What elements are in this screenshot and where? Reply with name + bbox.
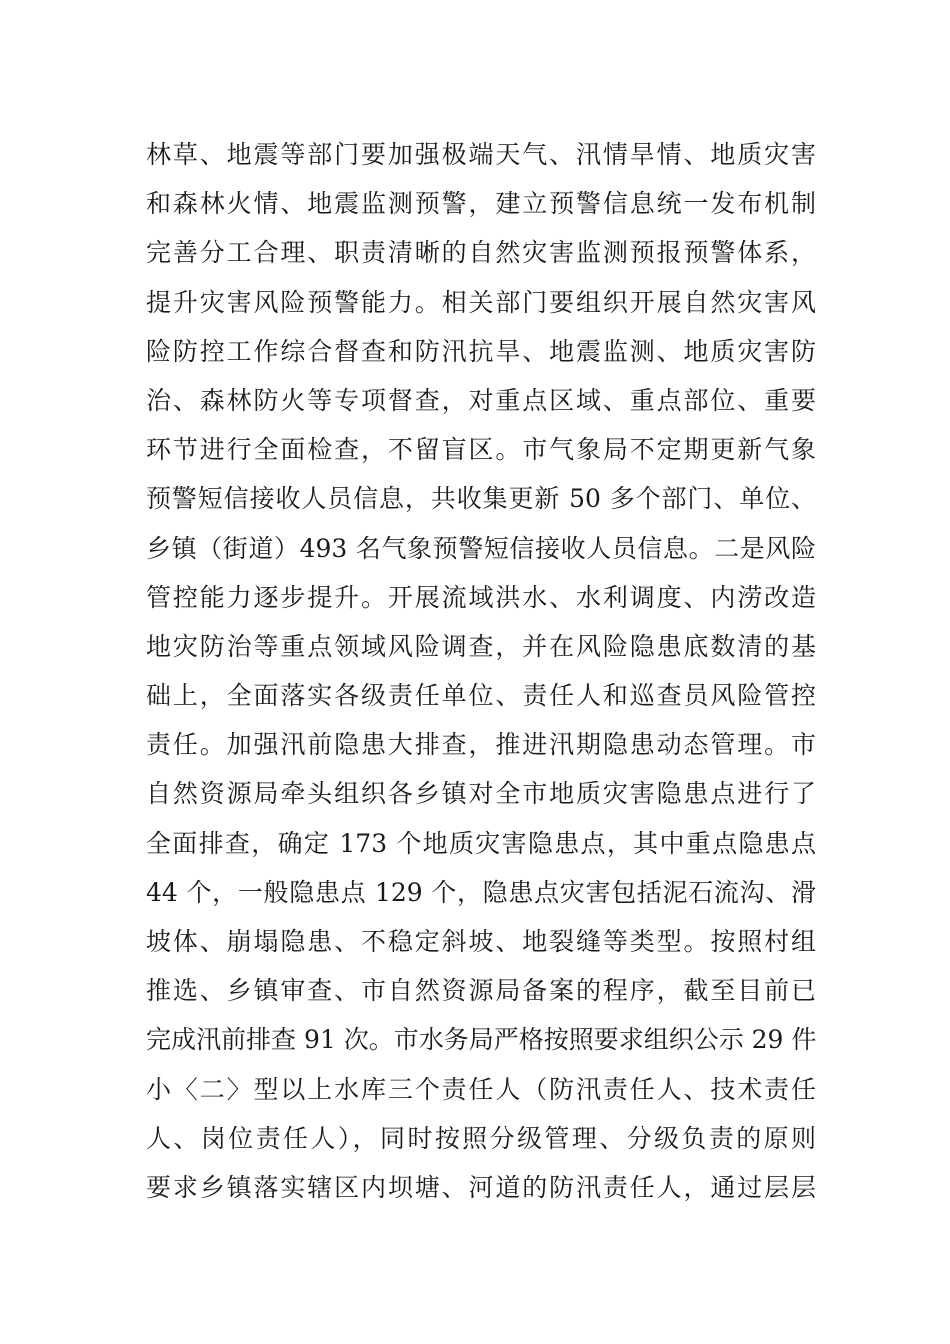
text-line: 险防控工作综合督查和防汛抗旱、地震监测、地质灾害防 [146, 336, 816, 366]
text-line: 44 个，一般隐患点 129 个，隐患点灾害包括泥石流沟、滑 [146, 877, 816, 907]
text-line: 和森林火情、地震监测预警，建立预警信息统一发布机制 [146, 189, 816, 219]
text-line: 小〈二〉型以上水库三个责任人（防汛责任人、技术责任 [146, 1074, 816, 1104]
text-line: 要求乡镇落实辖区内坝塘、河道的防汛责任人，通过层层 [146, 1172, 816, 1202]
text-line: 础上，全面落实各级责任单位、责任人和巡查员风险管控 [146, 681, 816, 711]
text-line: 责任。加强汛前隐患大排查，推进汛期隐患动态管理。市 [146, 730, 816, 760]
text-line: 环节进行全面检查，不留盲区。市气象局不定期更新气象 [146, 435, 816, 465]
text-line: 完善分工合理、职责清晰的自然灾害监测预报预警体系， [146, 238, 816, 268]
text-line: 坡体、崩塌隐患、不稳定斜坡、地裂缝等类型。按照村组 [146, 927, 816, 956]
text-line: 治、森林防火等专项督查，对重点区域、重点部位、重要 [146, 385, 816, 415]
text-line: 提升灾害风险预警能力。相关部门要组织开展自然灾害风 [146, 287, 816, 317]
text-line: 自然资源局牵头组织各乡镇对全市地质灾害隐患点进行了 [146, 779, 816, 809]
text-line: 林草、地震等部门要加强极端天气、汛情旱情、地质灾害 [146, 140, 816, 169]
text-line: 预警短信接收人员信息，共收集更新 50 多个部门、单位、 [146, 484, 816, 514]
text-line: 人、岗位责任人），同时按照分级管理、分级负责的原则 [146, 1123, 816, 1153]
text-line: 全面排查，确定 173 个地质灾害隐患点，其中重点隐患点 [146, 828, 816, 858]
body-paragraph [146, 130, 816, 1212]
text-line: 乡镇（街道）493 名气象预警短信接收人员信息。二是风险 [146, 533, 816, 563]
text-line: 管控能力逐步提升。开展流域洪水、水利调度、内涝改造 [146, 582, 816, 612]
text-line: 完成汛前排查 91 次。市水务局严格按照要求组织公示 29 件 [146, 1025, 817, 1055]
text-line: 地灾防治等重点领域风险调查，并在风险隐患底数清的基 [146, 631, 816, 661]
text-line: 推选、乡镇审查、市自然资源局备案的程序，截至目前已 [146, 976, 816, 1006]
